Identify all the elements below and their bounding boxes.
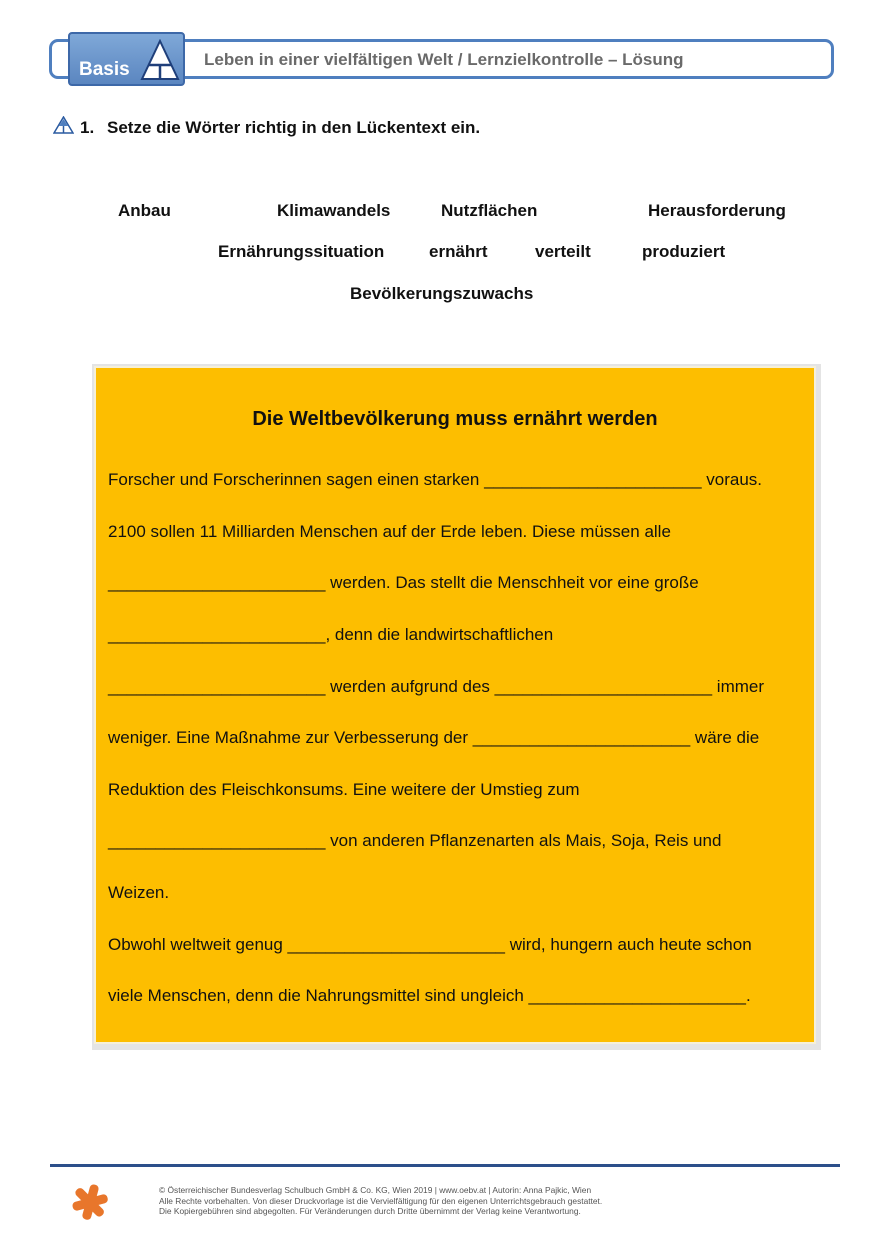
gap-text-line: _______________________ von anderen Pflanzenarten als Mais, Soja, Reis und <box>108 831 722 850</box>
triangle-task-icon <box>53 116 74 134</box>
word-bank-item: Klimawandels <box>277 201 391 220</box>
gap-text-line: Forscher und Forscherinnen sagen einen starken _______________________ voraus. <box>108 470 763 489</box>
triangle-logo-icon <box>140 39 180 81</box>
gap-text-line: Obwohl weltweit genug _______________________ wird, hungern auch heute schon <box>108 935 752 954</box>
footer-line: Alle Rechte vorbehalten. Von dieser Druckvorlage ist die Vervielfältigung für den eigenen Unterrichtsgebrauch gestattet. <box>159 1195 603 1206</box>
asterisk-logo-icon <box>70 1182 110 1222</box>
logo-label: Basis <box>79 59 130 80</box>
gap-text-line: viele Menschen, denn die Nahrungsmittel sind ungleich _______________________. <box>108 986 751 1005</box>
gap-text-line: Reduktion des Fleischkonsums. Eine weitere der Umstieg zum <box>108 780 580 799</box>
task-instruction: Setze die Wörter richtig in den Lückentext ein. <box>107 118 481 137</box>
word-bank-item: Ernährungssituation <box>218 242 385 261</box>
gap-text-line: _______________________ werden. Das stellt die Menschheit vor eine große <box>108 573 699 592</box>
footer-copyright <box>159 1185 602 1217</box>
gap-text-line: weniger. Eine Maßnahme zur Verbesserung der _______________________ wäre die <box>108 728 760 747</box>
footer-line: © Österreichischer Bundesverlag Schulbuch GmbH & Co. KG, Wien 2019 | www.oebv.at | Autorin: Anna Pajkic, Wien <box>159 1185 592 1195</box>
text-box-title: Die Weltbevölkerung muss ernährt werden <box>252 408 658 430</box>
gap-text-line: Weizen. <box>108 883 170 902</box>
footer-line: Die Kopiergebühren sind abgegolten. Für Veränderungen durch Dritte übernimmt der Verlag keine Verantwortung. <box>159 1206 581 1217</box>
gap-text-box <box>94 366 816 1044</box>
word-bank-item: verteilt <box>535 242 591 261</box>
word-bank-item: Nutzflächen <box>441 201 538 220</box>
footer-divider <box>50 1164 840 1167</box>
word-bank-item: ernährt <box>429 242 488 261</box>
word-bank-item: Anbau <box>118 201 171 220</box>
word-bank-item: Herausforderung <box>648 201 786 220</box>
gap-text-line: _______________________, denn die landwirtschaftlichen <box>108 625 554 644</box>
word-bank-item: Bevölkerungszuwachs <box>350 284 534 303</box>
task-number: 1. <box>80 118 95 137</box>
basis-logo <box>68 32 185 86</box>
gap-text-line: 2100 sollen 11 Milliarden Menschen auf der Erde leben. Diese müssen alle <box>108 522 671 541</box>
header-title: Leben in einer vielfältigen Welt / Lernzielkontrolle – Lösung <box>204 50 684 69</box>
gap-text-line: _______________________ werden aufgrund des _______________________ immer <box>108 677 765 696</box>
word-bank-item: produziert <box>642 242 726 261</box>
